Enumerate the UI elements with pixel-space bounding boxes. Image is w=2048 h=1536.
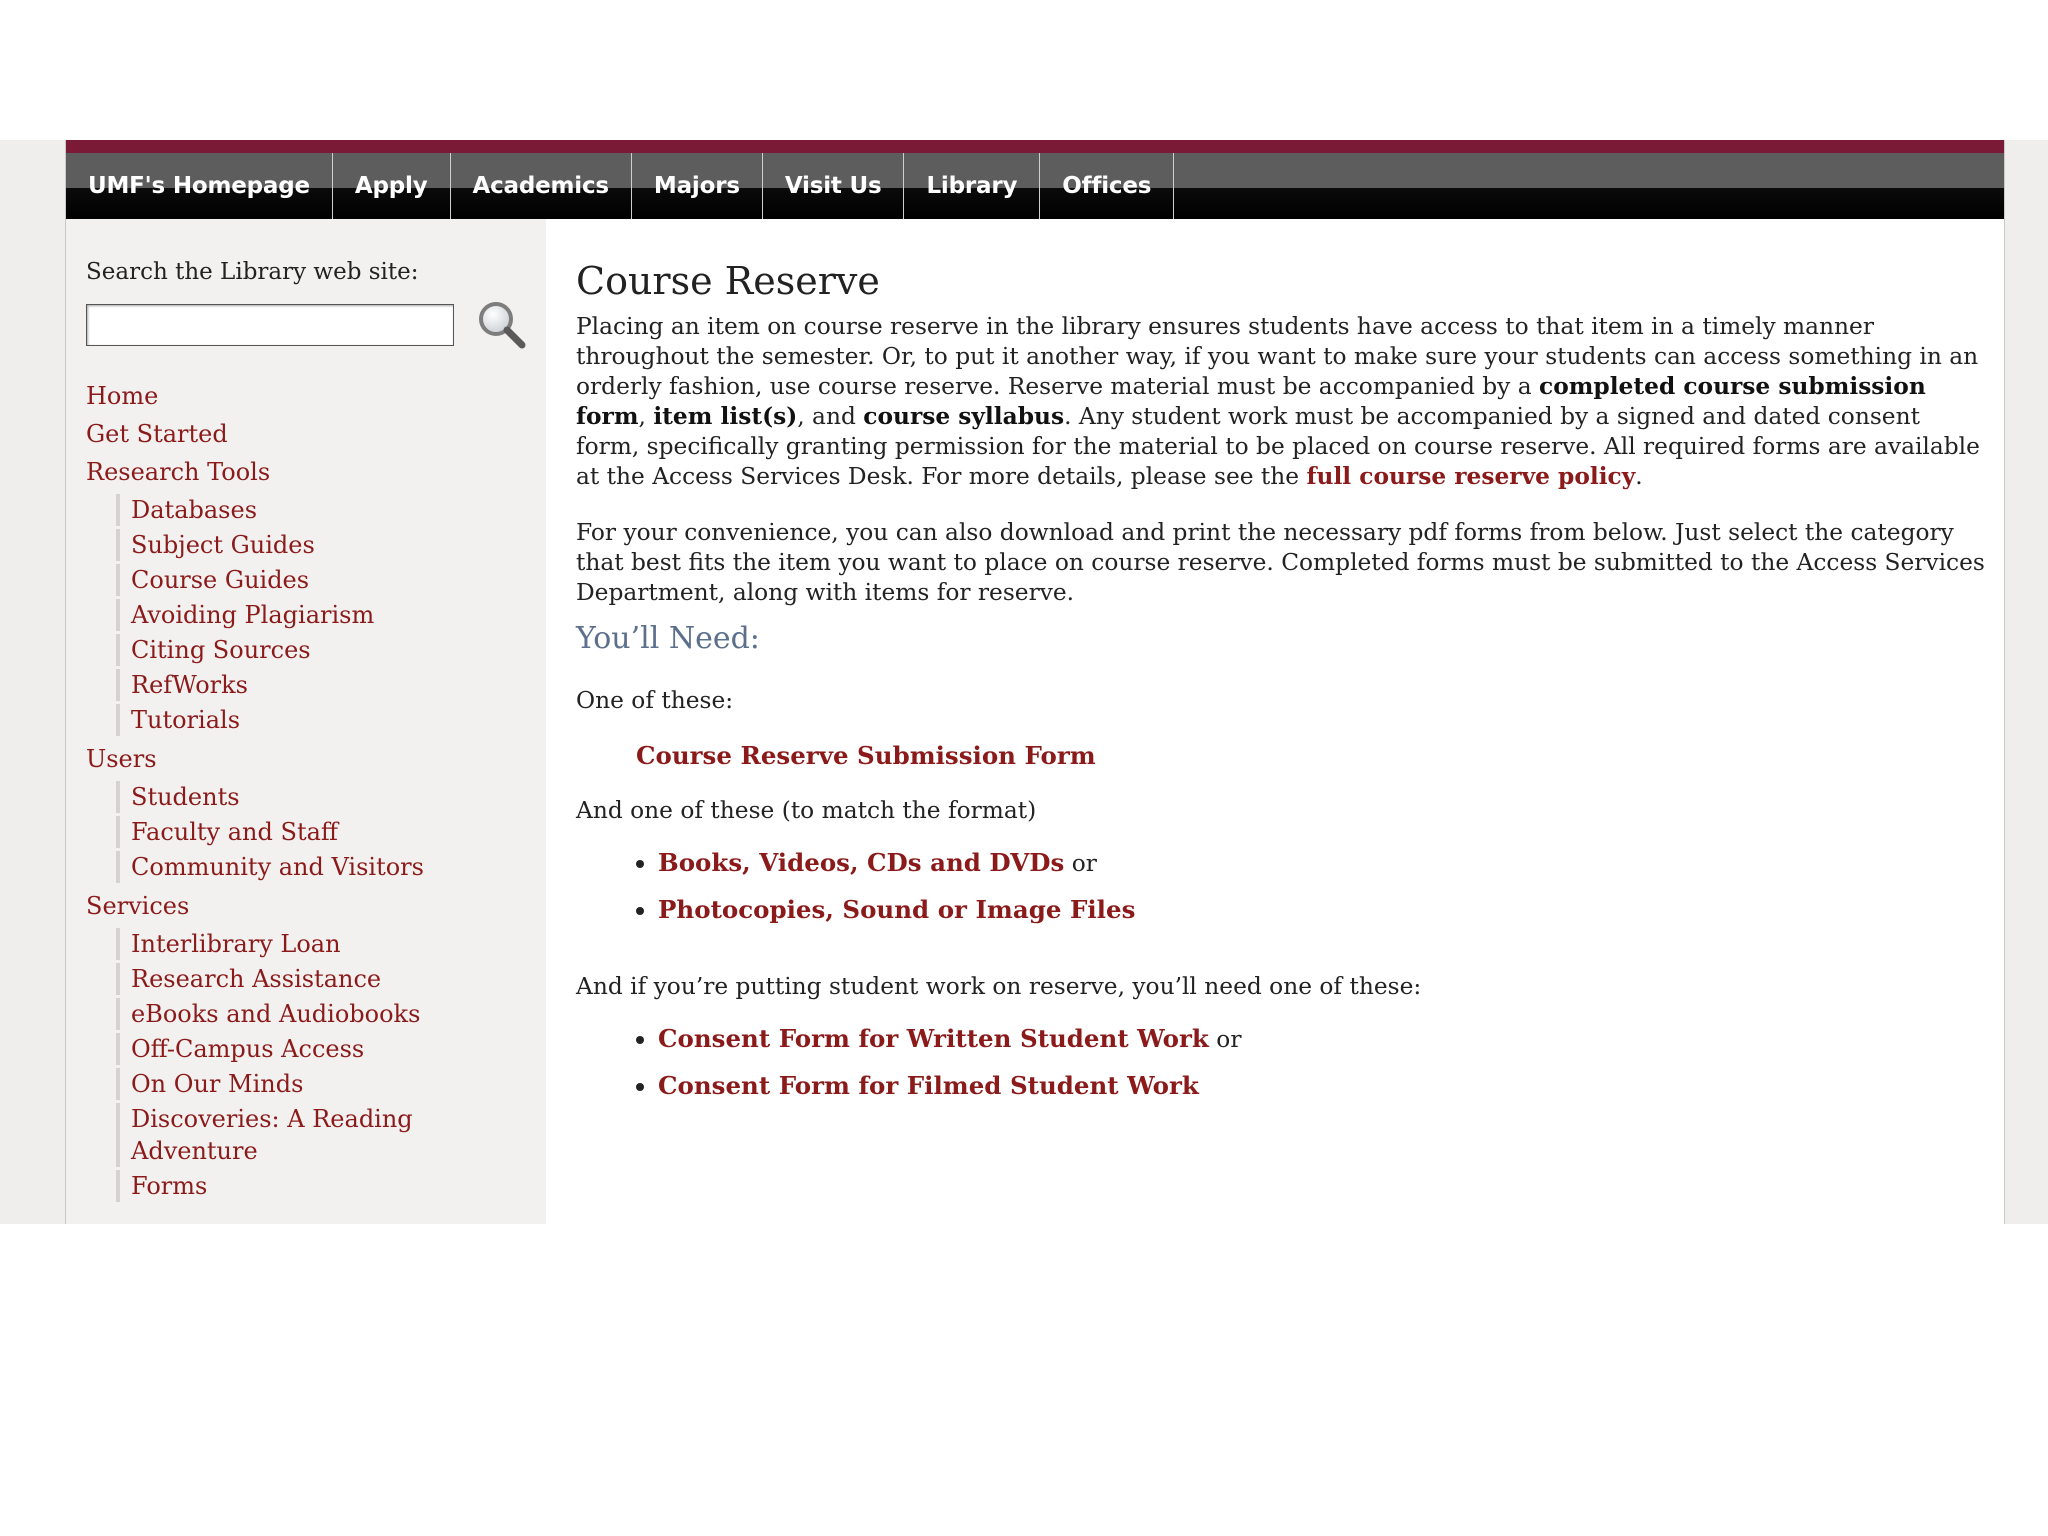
sidebar-link-community-visitors[interactable]: Community and Visitors (116, 851, 536, 883)
intro-text-5: . (1635, 463, 1643, 490)
sidebar-link-get-started[interactable]: Get Started (86, 420, 228, 448)
list-item (658, 1016, 1241, 1063)
intro-bold-submission-form: completed course submission form (576, 373, 1926, 430)
sidebar-link-research-assistance[interactable]: Research Assistance (116, 963, 536, 995)
intro-text-3: , and (797, 403, 864, 430)
consent-forms-list (576, 1016, 1241, 1109)
page-title: Course Reserve (576, 259, 880, 303)
convenience-paragraph: For your convenience, you can also download and print the necessary pdf forms from below. Just select the category that best fits the item you want to place on course reserve. Completed forms must be submitted to the Access Services Department, along with items for reserve. (576, 519, 1985, 606)
course-reserve-submission-form-link[interactable]: Course Reserve Submission Form (636, 741, 1096, 770)
users-submenu (116, 781, 536, 883)
nav-offices[interactable]: Offices (1040, 153, 1174, 219)
format-forms-list (576, 840, 1135, 933)
intro-text-1: Placing an item on course reserve in the library ensures students have access to that item in a timely manner throughout the semester. Or, to put it another way, if you want to make sure your students can access something in an orderly fashion, use course reserve. Reserve material must be accompanied by a (576, 313, 1979, 400)
sidebar-link-services[interactable]: Services (86, 892, 190, 920)
sidebar-link-databases[interactable]: Databases (116, 494, 536, 526)
sidebar-link-refworks[interactable]: RefWorks (116, 669, 536, 701)
sidebar-link-tutorials[interactable]: Tutorials (116, 704, 536, 736)
sidebar-link-ebooks-audiobooks[interactable]: eBooks and Audiobooks (116, 998, 536, 1030)
or-text: or (1064, 850, 1097, 877)
sidebar-link-course-guides[interactable]: Course Guides (116, 564, 536, 596)
search-label: Search the Library web site: (86, 259, 419, 285)
sidebar-link-discoveries[interactable]: Discoveries: A Reading Adventure (116, 1103, 536, 1167)
brand-stripe (66, 140, 2004, 153)
books-videos-cds-dvds-link[interactable]: Books, Videos, CDs and DVDs (658, 848, 1065, 877)
youll-need-heading: You’ll Need: (576, 621, 760, 656)
full-course-reserve-policy-link[interactable]: full course reserve policy (1306, 463, 1636, 490)
main-navigation (66, 153, 2004, 219)
search-input[interactable] (86, 304, 454, 346)
student-work-text: And if you’re putting student work on reserve, you’ll need one of these: (576, 973, 1422, 1000)
sidebar-link-students[interactable]: Students (116, 781, 536, 813)
and-one-of-these-text: And one of these (to match the format) (576, 797, 1037, 824)
sidebar-link-interlibrary-loan[interactable]: Interlibrary Loan (116, 928, 536, 960)
nav-library[interactable]: Library (904, 153, 1040, 219)
sidebar-link-avoiding-plagiarism[interactable]: Avoiding Plagiarism (116, 599, 536, 631)
sidebar-link-home[interactable]: Home (86, 382, 159, 410)
nav-academics[interactable]: Academics (451, 153, 632, 219)
intro-bold-item-list: item list(s) (653, 403, 798, 430)
sidebar (66, 219, 546, 1224)
consent-written-work-link[interactable]: Consent Form for Written Student Work (658, 1024, 1209, 1053)
sidebar-link-subject-guides[interactable]: Subject Guides (116, 529, 536, 561)
search-icon[interactable] (474, 297, 530, 353)
list-item (658, 840, 1135, 887)
intro-text-2: , (638, 403, 654, 430)
sidebar-link-research-tools[interactable]: Research Tools (86, 458, 271, 486)
nav-umf-homepage[interactable]: UMF's Homepage (66, 153, 333, 219)
intro-paragraph (576, 312, 1986, 492)
intro-bold-syllabus: course syllabus (863, 403, 1065, 430)
nav-majors[interactable]: Majors (632, 153, 763, 219)
or-text: or (1208, 1026, 1242, 1053)
sidebar-link-users[interactable]: Users (86, 745, 157, 773)
page-container (65, 140, 2005, 1224)
list-item (658, 1063, 1241, 1109)
one-of-these-text: One of these: (576, 687, 734, 714)
research-tools-submenu (116, 494, 536, 736)
sidebar-link-citing-sources[interactable]: Citing Sources (116, 634, 536, 666)
list-item (658, 887, 1135, 933)
services-submenu (116, 928, 536, 1202)
photocopies-sound-image-link[interactable]: Photocopies, Sound or Image Files (658, 895, 1136, 924)
consent-filmed-work-link[interactable]: Consent Form for Filmed Student Work (658, 1071, 1199, 1100)
intro-text-4: . Any student work must be accompanied by a signed and dated consent form, specifically granting permission for the material to be placed on course reserve. All required forms are available at the Access Services Desk. For more details, please see the (576, 403, 1980, 490)
library-side-navigation (86, 377, 536, 1206)
nav-apply[interactable]: Apply (333, 153, 451, 219)
sidebar-link-off-campus-access[interactable]: Off-Campus Access (116, 1033, 536, 1065)
sidebar-link-faculty-staff[interactable]: Faculty and Staff (116, 816, 536, 848)
nav-visit-us[interactable]: Visit Us (763, 153, 905, 219)
sidebar-link-on-our-minds[interactable]: On Our Minds (116, 1068, 536, 1100)
sidebar-link-forms[interactable]: Forms (116, 1170, 536, 1202)
